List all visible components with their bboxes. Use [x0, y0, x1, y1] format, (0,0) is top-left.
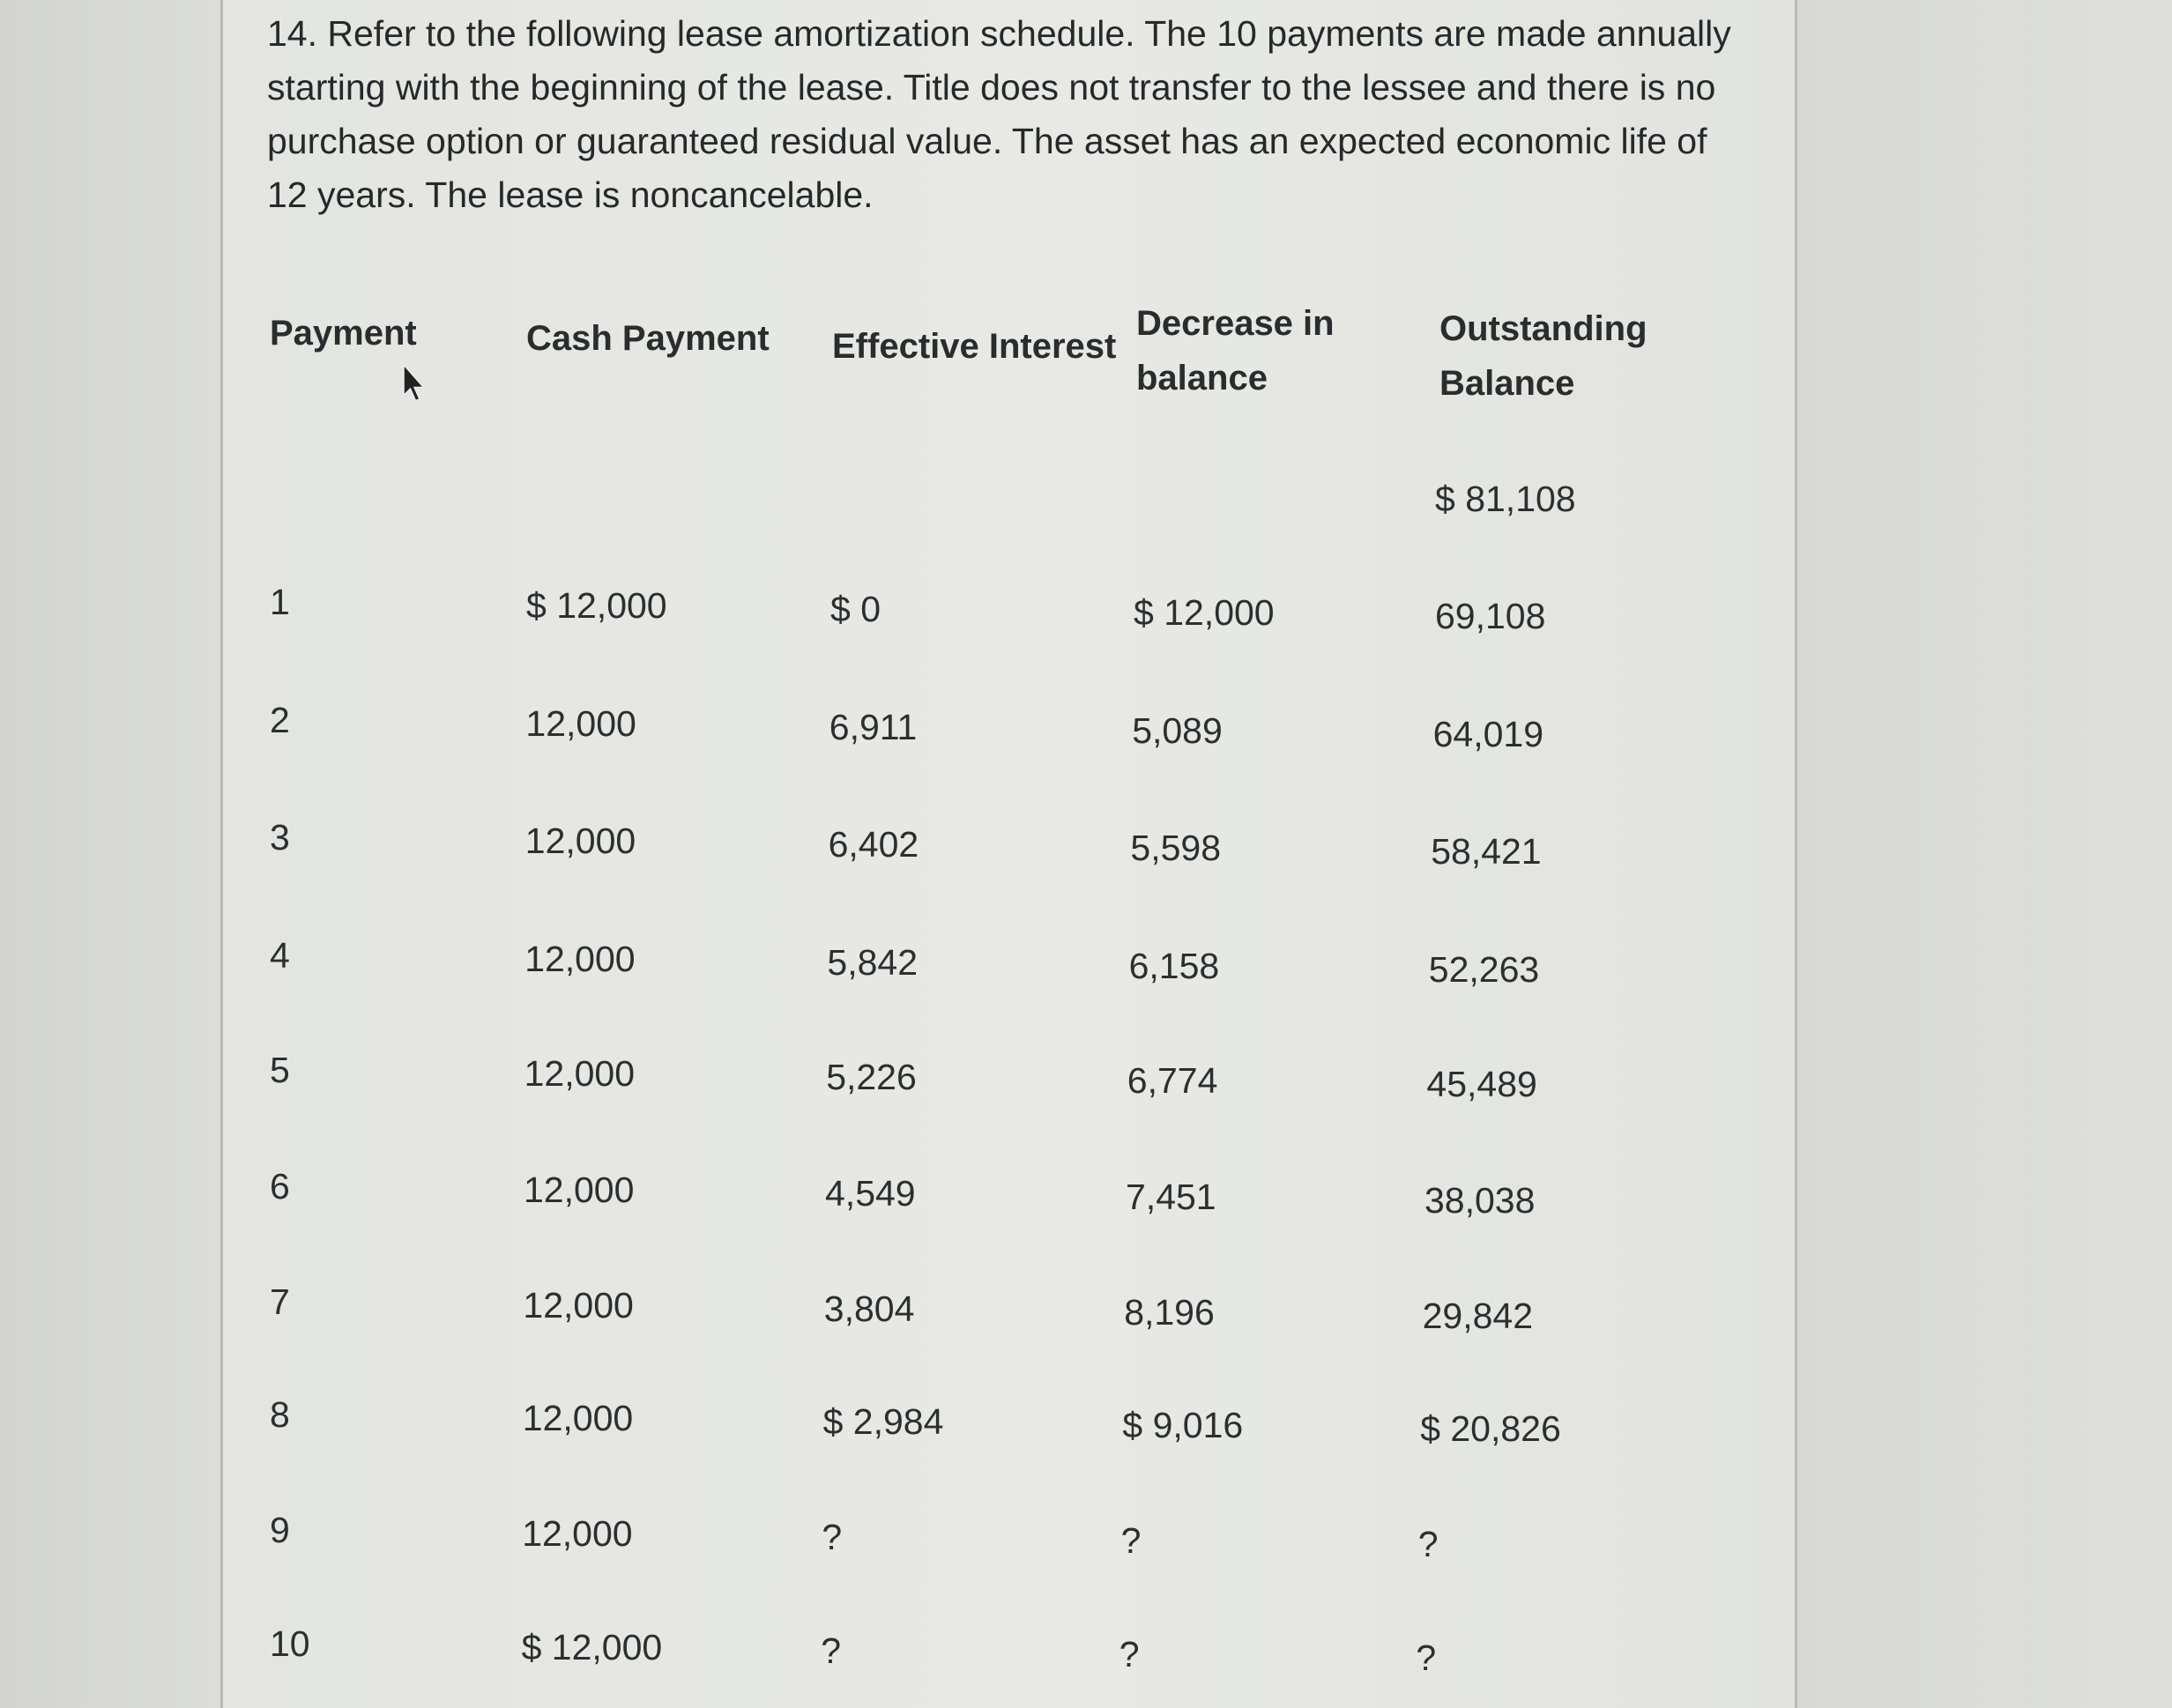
decrease-in-balance: 5,598 [1130, 828, 1221, 868]
header-effective-interest: Effective Interest [832, 327, 1117, 366]
cash-payment: 12,000 [524, 939, 636, 979]
cash-payment: $ 12,000 [521, 1627, 663, 1667]
payment-number: 3 [270, 817, 290, 858]
cash-payment: 12,000 [524, 1170, 635, 1210]
outstanding-balance: 38,038 [1424, 1180, 1536, 1221]
effective-interest: 5,842 [827, 942, 918, 983]
payment-number: 2 [270, 700, 290, 740]
decrease-in-balance: 5,089 [1132, 710, 1223, 751]
decrease-in-balance: 6,774 [1127, 1060, 1218, 1101]
decrease-in-balance: ? [1119, 1634, 1140, 1675]
initial-balance: $ 81,108 [1435, 479, 1576, 519]
outstanding-balance: $ 20,826 [1420, 1408, 1561, 1449]
header-decrease-in-balance [1136, 296, 1335, 405]
effective-interest: $ 2,984 [822, 1401, 944, 1442]
decrease-in-balance: $ 9,016 [1122, 1405, 1244, 1445]
payment-number: 7 [270, 1281, 290, 1322]
header-outstanding-line1: Outstanding [1439, 309, 1648, 348]
page-right-border [1795, 0, 1797, 1708]
effective-interest: 5,226 [826, 1057, 917, 1097]
header-decrease-line1: Decrease in [1136, 304, 1335, 343]
effective-interest: ? [822, 1517, 843, 1557]
header-cash-payment: Cash Payment [526, 319, 770, 358]
decrease-in-balance: ? [1120, 1520, 1142, 1561]
effective-interest: 3,804 [823, 1288, 915, 1329]
decrease-in-balance: 7,451 [1126, 1177, 1216, 1217]
cash-payment: 12,000 [523, 1285, 634, 1326]
outstanding-balance: 69,108 [1435, 596, 1546, 636]
effective-interest: $ 0 [830, 589, 881, 629]
payment-number: 8 [270, 1394, 290, 1435]
header-decrease-line2: balance [1136, 359, 1268, 397]
decrease-in-balance: 6,158 [1128, 946, 1220, 986]
effective-interest: 6,911 [829, 707, 918, 747]
mouse-pointer-icon [401, 363, 428, 404]
cash-payment: $ 12,000 [526, 585, 667, 626]
outstanding-balance: 64,019 [1432, 714, 1543, 754]
outstanding-balance: 52,263 [1428, 949, 1540, 990]
outstanding-balance: 45,489 [1426, 1064, 1537, 1104]
decrease-in-balance: 8,196 [1124, 1292, 1215, 1333]
payment-number: 4 [270, 935, 290, 976]
cash-payment: 12,000 [524, 821, 636, 861]
outstanding-balance: ? [1417, 1524, 1439, 1564]
payment-number: 1 [270, 582, 290, 622]
decrease-in-balance: $ 12,000 [1134, 592, 1275, 633]
outstanding-balance: 58,421 [1431, 831, 1542, 872]
cash-payment: 12,000 [522, 1398, 634, 1438]
effective-interest: ? [821, 1630, 841, 1671]
question-text: 14. Refer to the following lease amortization schedule. The 10 payments are made annually starting with the beginning of the lease. Title does not transfer to the lessee and there is no purchase option or guaranteed residual value. The asset has an expected economic life of 12 years. The lease is noncancelable. [267, 13, 1731, 215]
outstanding-balance: 29,842 [1422, 1296, 1533, 1336]
header-outstanding-line2: Balance [1439, 364, 1575, 403]
page-left-border [220, 0, 223, 1708]
payment-number: 10 [270, 1623, 310, 1664]
outstanding-balance: ? [1416, 1637, 1437, 1678]
payment-number: 9 [270, 1510, 290, 1550]
cash-payment: 12,000 [524, 1053, 635, 1094]
header-outstanding-balance [1439, 301, 1648, 411]
cash-payment: 12,000 [525, 703, 636, 744]
effective-interest: 4,549 [825, 1173, 916, 1214]
payment-number: 6 [270, 1166, 290, 1207]
header-payment: Payment [270, 314, 417, 353]
payment-number: 5 [270, 1050, 290, 1090]
cash-payment: 12,000 [522, 1513, 633, 1554]
effective-interest: 6,402 [828, 824, 919, 865]
